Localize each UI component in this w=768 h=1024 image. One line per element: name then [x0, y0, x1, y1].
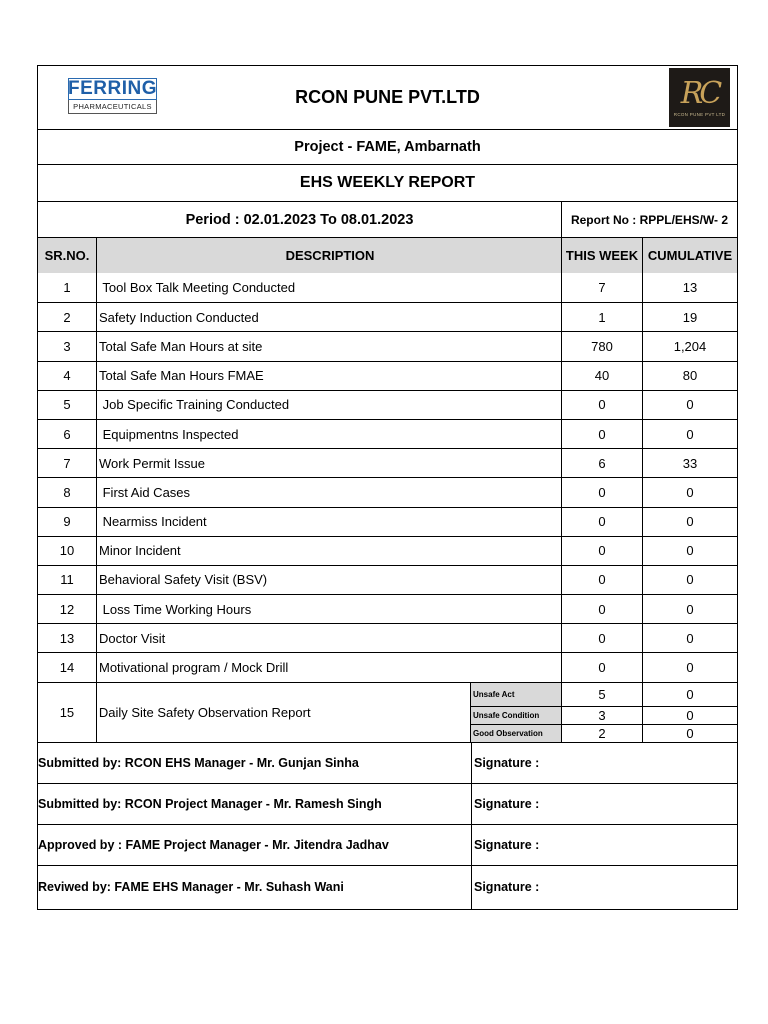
row-cumulative: 1,204	[642, 332, 737, 360]
column-header-row	[38, 237, 737, 273]
row-this-week: 1	[561, 303, 642, 331]
row-description: Total Safe Man Hours at site	[96, 332, 561, 360]
table-row	[38, 390, 737, 419]
report-header	[38, 66, 737, 129]
row-cumulative: 19	[642, 303, 737, 331]
observation-cumulative: 0	[642, 707, 737, 724]
row-sr-no: 7	[63, 455, 71, 471]
row-sr-no: 12	[59, 601, 75, 617]
table-row	[38, 623, 737, 652]
signoff-text: Reviwed by: FAME EHS Manager - Mr. Suhash Wani	[38, 880, 344, 895]
observation-description: Daily Site Safety Observation Report	[96, 683, 470, 742]
observation-row	[38, 682, 737, 742]
table-row	[38, 565, 737, 594]
signature-field[interactable]: Signature :	[471, 866, 737, 909]
row-description: Minor Incident	[96, 537, 561, 565]
row-this-week: 7	[561, 273, 642, 302]
row-sr-no: 2	[63, 309, 71, 325]
row-sr-no: 11	[60, 572, 74, 588]
observation-item	[471, 724, 737, 742]
row-cumulative: 0	[642, 391, 737, 419]
observation-label: Unsafe Act	[471, 683, 561, 706]
table-row	[38, 302, 737, 331]
signature-field[interactable]: Signature :	[471, 743, 737, 783]
table-row	[38, 507, 737, 536]
observation-breakdown	[470, 683, 737, 742]
observation-cumulative: 0	[642, 683, 737, 706]
table-row	[38, 331, 737, 360]
table-row	[38, 448, 737, 477]
report-title: EHS WEEKLY REPORT	[299, 174, 476, 191]
observation-item	[471, 706, 737, 724]
signoff-text: Submitted by: RCON EHS Manager - Mr. Gunjan Sinha	[38, 755, 359, 770]
col-sr-no: SR.NO.	[44, 248, 90, 263]
ferring-logo-text: FERRING	[68, 78, 157, 99]
row-sr-no: 13	[59, 630, 75, 646]
row-cumulative: 0	[642, 653, 737, 681]
col-cumulative: CUMULATIVE	[642, 238, 737, 273]
row-cumulative: 0	[642, 566, 737, 594]
row-this-week: 40	[561, 362, 642, 390]
table-row	[38, 273, 737, 302]
rcon-logo-mark: RC	[680, 75, 719, 111]
row-cumulative: 0	[642, 478, 737, 506]
row-description: Behavioral Safety Visit (BSV)	[96, 566, 561, 594]
signoff-text: Submitted by: RCON Project Manager - Mr. Ramesh Singh	[38, 796, 382, 811]
ferring-logo-subtext: PHARMACEUTICALS	[68, 100, 157, 114]
row-this-week: 0	[561, 566, 642, 594]
row-cumulative: 80	[642, 362, 737, 390]
signature-field[interactable]: Signature :	[471, 784, 737, 824]
observation-this-week: 5	[561, 683, 642, 706]
row-sr-no: 6	[63, 426, 71, 442]
row-this-week: 0	[561, 595, 642, 623]
row-this-week: 0	[561, 624, 642, 652]
row-sr-no: 5	[63, 397, 71, 413]
row-description: Total Safe Man Hours FMAE	[96, 362, 561, 390]
row-sr-no: 4	[63, 368, 71, 384]
row-this-week: 780	[561, 332, 642, 360]
table-row	[38, 536, 737, 565]
row-description: Safety Induction Conducted	[96, 303, 561, 331]
period-row	[38, 201, 737, 237]
row-cumulative: 0	[642, 595, 737, 623]
company-name: RCON PUNE PVT.LTD	[295, 87, 480, 107]
signature-field[interactable]: Signature :	[471, 825, 737, 865]
report-sheet	[37, 65, 738, 910]
row-this-week: 0	[561, 537, 642, 565]
observation-label: Unsafe Condition	[471, 707, 561, 724]
observation-cumulative: 0	[642, 725, 737, 742]
row-sr-no: 10	[59, 543, 75, 559]
row-description: Doctor Visit	[96, 624, 561, 652]
row-cumulative: 0	[642, 508, 737, 536]
observation-item	[471, 683, 737, 706]
report-number: Report No : RPPL/EHS/W- 2	[561, 202, 737, 237]
observation-this-week: 2	[561, 725, 642, 742]
row-cumulative: 0	[642, 537, 737, 565]
row-cumulative: 0	[642, 420, 737, 448]
row-description: Job Specific Training Conducted	[96, 391, 561, 419]
observation-this-week: 3	[561, 707, 642, 724]
row-description: First Aid Cases	[96, 478, 561, 506]
rcon-logo	[669, 68, 730, 127]
row-description: Equipmentns Inspected	[96, 420, 561, 448]
signoff-row	[38, 865, 737, 909]
row-description: Nearmiss Incident	[96, 508, 561, 536]
project-row	[38, 129, 737, 164]
row-this-week: 0	[561, 653, 642, 681]
table-row	[38, 361, 737, 390]
row-description: Loss Time Working Hours	[96, 595, 561, 623]
row-this-week: 0	[561, 420, 642, 448]
row-sr-no: 8	[63, 484, 71, 500]
row-this-week: 0	[561, 478, 642, 506]
table-row	[38, 652, 737, 681]
signoff-text: Approved by : FAME Project Manager - Mr. Jitendra Jadhav	[38, 837, 389, 852]
table-row	[38, 477, 737, 506]
col-this-week: THIS WEEK	[561, 238, 642, 273]
row-description: Motivational program / Mock Drill	[96, 653, 561, 681]
observation-label: Good Observation	[471, 725, 561, 742]
report-period: Period : 02.01.2023 To 08.01.2023	[185, 211, 414, 228]
table-row	[38, 594, 737, 623]
project-name: Project - FAME, Ambarnath	[294, 139, 481, 155]
row-sr-no: 14	[59, 660, 75, 676]
row-cumulative: 0	[642, 624, 737, 652]
row-this-week: 0	[561, 391, 642, 419]
row-sr-no: 1	[63, 280, 71, 296]
signoff-row	[38, 824, 737, 865]
col-description: DESCRIPTION	[96, 238, 561, 273]
signoff-row	[38, 742, 737, 783]
signoff-row	[38, 783, 737, 824]
data-rows	[38, 273, 737, 682]
rcon-logo-subtext: RCON PUNE PVT LTD	[673, 111, 726, 117]
row-sr-no: 9	[63, 514, 71, 530]
row-description: Work Permit Issue	[96, 449, 561, 477]
row-this-week: 6	[561, 449, 642, 477]
table-row	[38, 419, 737, 448]
title-row	[38, 164, 737, 201]
observation-sr: 15	[59, 704, 75, 720]
row-description: Tool Box Talk Meeting Conducted	[96, 273, 561, 302]
row-cumulative: 33	[642, 449, 737, 477]
row-sr-no: 3	[63, 338, 71, 354]
row-this-week: 0	[561, 508, 642, 536]
row-cumulative: 13	[642, 273, 737, 302]
